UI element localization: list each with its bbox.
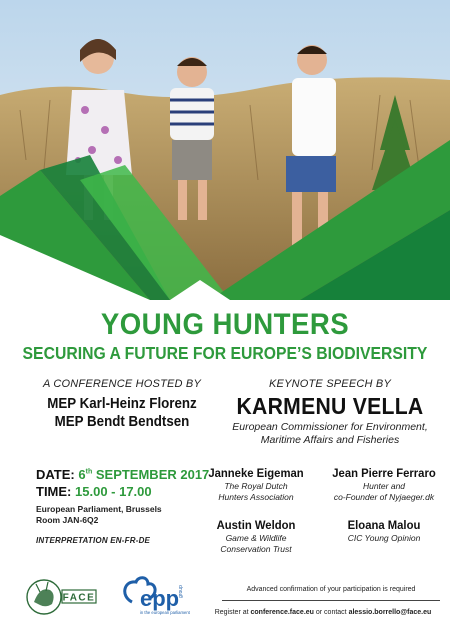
title-block xyxy=(0,308,450,364)
venue-line-2: Room JAN-6Q2 xyxy=(36,515,99,525)
date-month-year: SEPTEMBER 2017 xyxy=(92,467,210,482)
date-day: 6 xyxy=(78,467,86,482)
venue xyxy=(36,504,216,526)
epp-logo-text: epp xyxy=(140,586,180,611)
date-label: DATE: xyxy=(36,467,75,482)
footer xyxy=(0,568,450,629)
host-intro: A CONFERENCE HOSTED BY xyxy=(42,378,201,390)
speaker-role-line: The Royal Dutch xyxy=(224,481,288,491)
speaker-card xyxy=(196,518,316,554)
host-name-2: MEP Bendt Bendtsen xyxy=(54,414,190,430)
speaker-name: Eloana Malou xyxy=(347,518,421,532)
keynote-speaker-name: KARMENU VELLA xyxy=(236,393,424,419)
epp-logo-tag: in the european parliament xyxy=(140,610,190,615)
time-value: 15.00 - 17.00 xyxy=(75,484,152,499)
time-label: TIME: xyxy=(36,484,72,499)
register-site-link[interactable]: conference.face.eu xyxy=(250,609,314,616)
speaker-role-line: Hunters Association xyxy=(218,491,294,502)
keynote-intro: KEYNOTE SPEECH BY xyxy=(269,378,391,390)
speaker-name: Jean Pierre Ferraro xyxy=(332,466,436,480)
face-logo-text: FACE xyxy=(62,592,96,604)
event-time xyxy=(36,483,216,500)
date-value xyxy=(78,467,209,482)
speaker-role-line: CIC Young Opinion xyxy=(347,533,421,543)
interpretation-note: INTERPRETATION EN-FR-DE xyxy=(36,536,151,545)
register-prefix: Register at xyxy=(214,609,251,616)
keynote-section xyxy=(220,378,440,447)
page-subtitle: SECURING A FUTURE FOR EUROPE’S BIODIVERSITY xyxy=(22,343,428,363)
speaker-role-line: Hunter and xyxy=(362,481,406,491)
speaker-role-line: Conservation Trust xyxy=(220,543,292,554)
event-details xyxy=(36,466,216,545)
keynote-role-line-1: European Commissioner for Environment, xyxy=(232,421,428,433)
event-date xyxy=(36,466,216,483)
speaker-role-line: co-Founder of Nyjaeger.dk xyxy=(333,491,435,502)
venue-line-1: European Parliament, Brussels xyxy=(36,504,162,514)
speaker-card xyxy=(196,466,316,502)
keynote-role-line-2: Maritime Affairs and Fisheries xyxy=(260,434,400,446)
epp-logo xyxy=(118,572,198,618)
host-section xyxy=(22,378,222,431)
register-middle: or contact xyxy=(313,609,349,616)
speaker-card xyxy=(318,518,450,544)
register-email-link[interactable]: alessio.borrello@face.eu xyxy=(348,609,432,616)
date-suffix: th xyxy=(85,468,93,476)
register-line xyxy=(196,609,450,616)
face-logo xyxy=(22,572,100,622)
speaker-card xyxy=(318,466,450,502)
footer-divider xyxy=(222,600,440,601)
page-title: YOUNG HUNTERS xyxy=(100,308,350,341)
speaker-name: Janneke Eigeman xyxy=(208,466,304,480)
host-name-1: MEP Karl-Heinz Florenz xyxy=(47,396,197,412)
speaker-role-line: Game & Wildlife xyxy=(225,533,287,543)
header-photo xyxy=(0,0,450,300)
epp-logo-sub: group xyxy=(178,585,184,598)
confirmation-note: Advanced confirmation of your participation is required xyxy=(246,586,416,593)
speaker-name: Austin Weldon xyxy=(216,518,296,532)
